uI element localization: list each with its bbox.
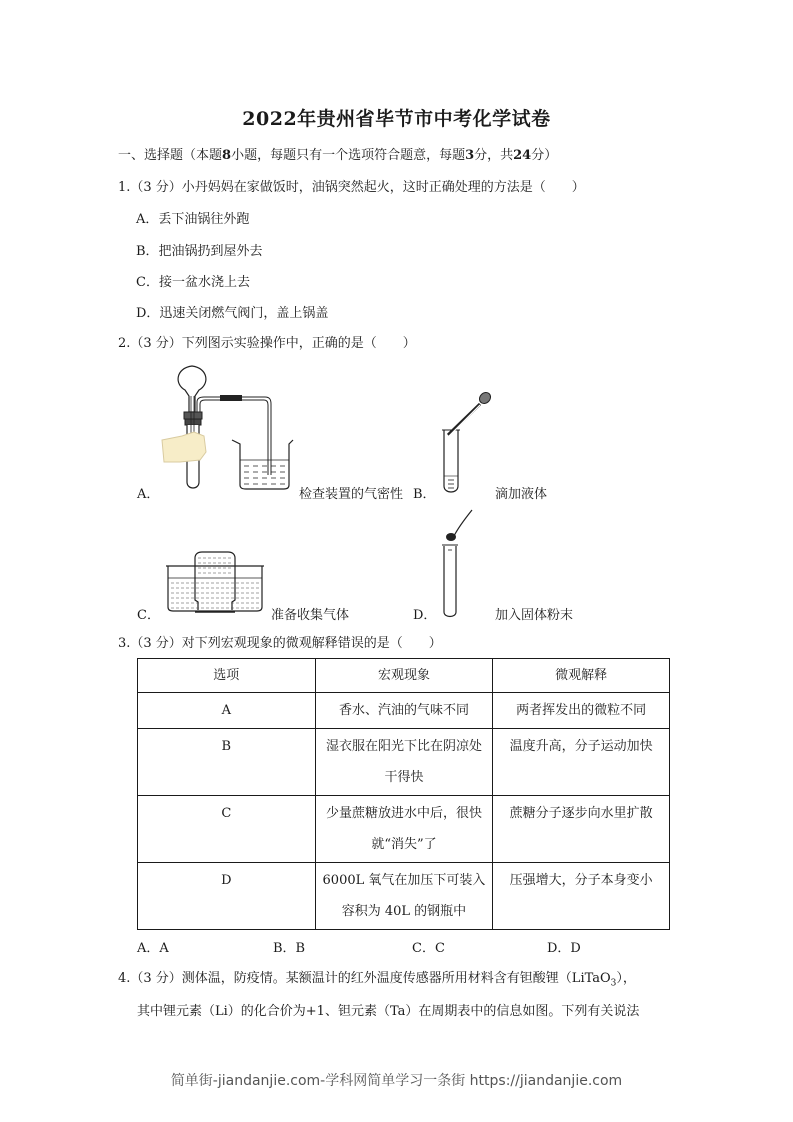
section-heading-text: 分） (531, 148, 558, 163)
question-3-table (137, 658, 670, 930)
macro-line: 容积为 40L 的钢瓶中 (341, 904, 467, 919)
section-heading-text: 一、选择题（本题 (118, 148, 223, 163)
macro-line: 干得快 (384, 770, 424, 785)
macro-line: 就“消失”了 (371, 837, 437, 852)
question-2-stem: 2.（3 分）下列图示实验操作中，正确的是（ ） (118, 336, 416, 351)
figure-d-letter[interactable]: D． (413, 608, 437, 623)
table-cell-option: A (138, 693, 316, 729)
question-3-option-b[interactable]: B．B (273, 941, 306, 956)
table-row (138, 796, 670, 863)
dropper-test-tube-icon (440, 390, 500, 495)
question-4-text: 4.（3 分）测体温，防疫情。某额温计的红外温度传感器所用材料含有钽酸锂（LiTaO (118, 971, 611, 986)
table-cell-macro: 香水、汽油的气味不同 (315, 693, 493, 729)
question-4-stem-line1 (118, 967, 636, 989)
question-1-option-d[interactable]: D．迅速关闭燃气阀门，盖上锅盖 (136, 306, 329, 321)
footer-watermark: 简单街-jiandanjie.com-学科网简单学习一条街 https://jiandanjie.com (170, 1073, 623, 1089)
points-per-question: 3 (465, 148, 475, 163)
page-title: 2022年贵州省毕节市中考化学试卷 (242, 108, 551, 130)
question-3-option-a[interactable]: A．A (137, 941, 169, 956)
table-row (138, 863, 670, 930)
macro-line: 湿衣服在阳光下比在阴凉处 (325, 739, 482, 754)
figure-a-caption: 检查装置的气密性 (299, 487, 404, 502)
total-points: 24 (513, 148, 532, 163)
question-1-option-a[interactable]: A．丢下油锅往外跑 (136, 212, 250, 227)
macro-line: 少量蔗糖放进水中后，很快 (325, 806, 482, 821)
question-4-text: ）， (616, 971, 636, 986)
table-cell-micro: 两者挥发出的微粒不同 (493, 693, 670, 729)
table-cell-micro: 温度升高，分子运动加快 (493, 729, 670, 796)
table-cell-macro (315, 796, 493, 863)
table-row (138, 693, 670, 729)
table-cell-option: C (138, 796, 316, 863)
question-3-stem: 3.（3 分）对下列宏观现象的微观解释错误的是（ ） (118, 636, 442, 651)
table-cell-option: D (138, 863, 316, 930)
table-header-cell: 宏观现象 (315, 659, 493, 693)
table-cell-option: B (138, 729, 316, 796)
figure-c-caption: 准备收集气体 (271, 608, 350, 623)
table-header-row (138, 659, 670, 693)
question-3-option-c[interactable]: C．C (412, 941, 445, 956)
figure-a-letter[interactable]: A． (137, 487, 160, 502)
question-1-option-b[interactable]: B．把油锅扔到屋外去 (136, 244, 263, 259)
section-heading (118, 144, 557, 163)
section-heading-text: 分，共 (474, 148, 514, 163)
table-row (138, 729, 670, 796)
question-1-option-c[interactable]: C．接一盆水浇上去 (136, 275, 250, 290)
question-1-stem: 1.（3 分）小丹妈妈在家做饭时，油锅突然起火，这时正确处理的方法是（ ） (118, 180, 585, 195)
macro-line: 6000L 氧气在加压下可装入 (322, 873, 486, 888)
subscript: 3 (610, 978, 617, 989)
figure-b-caption: 滴加液体 (495, 487, 548, 502)
gas-collection-trough-icon (165, 552, 265, 614)
figure-b-letter[interactable]: B． (413, 487, 436, 502)
table-cell-micro: 压强增大，分子本身变小 (493, 863, 670, 930)
table-header-cell: 选项 (138, 659, 316, 693)
spatula-test-tube-icon (440, 508, 480, 620)
table-header-cell: 微观解释 (493, 659, 670, 693)
table-cell-micro: 蔗糖分子逐步向水里扩散 (493, 796, 670, 863)
section-heading-text: 小题，每题只有一个选项符合题意，每题 (231, 148, 466, 163)
question-4-stem-line2: 其中锂元素（Li）的化合价为+1、钽元素（Ta）在周期表中的信息如图。下列有关说法 (137, 1004, 640, 1019)
figure-c-letter[interactable]: C． (137, 608, 160, 623)
question-3-option-d[interactable]: D．D (547, 941, 581, 956)
figure-d-caption: 加入固体粉末 (495, 608, 574, 623)
table-cell-macro (315, 729, 493, 796)
airtightness-check-apparatus-icon (160, 360, 300, 495)
table-cell-macro (315, 863, 493, 930)
question-count: 8 (222, 148, 232, 163)
